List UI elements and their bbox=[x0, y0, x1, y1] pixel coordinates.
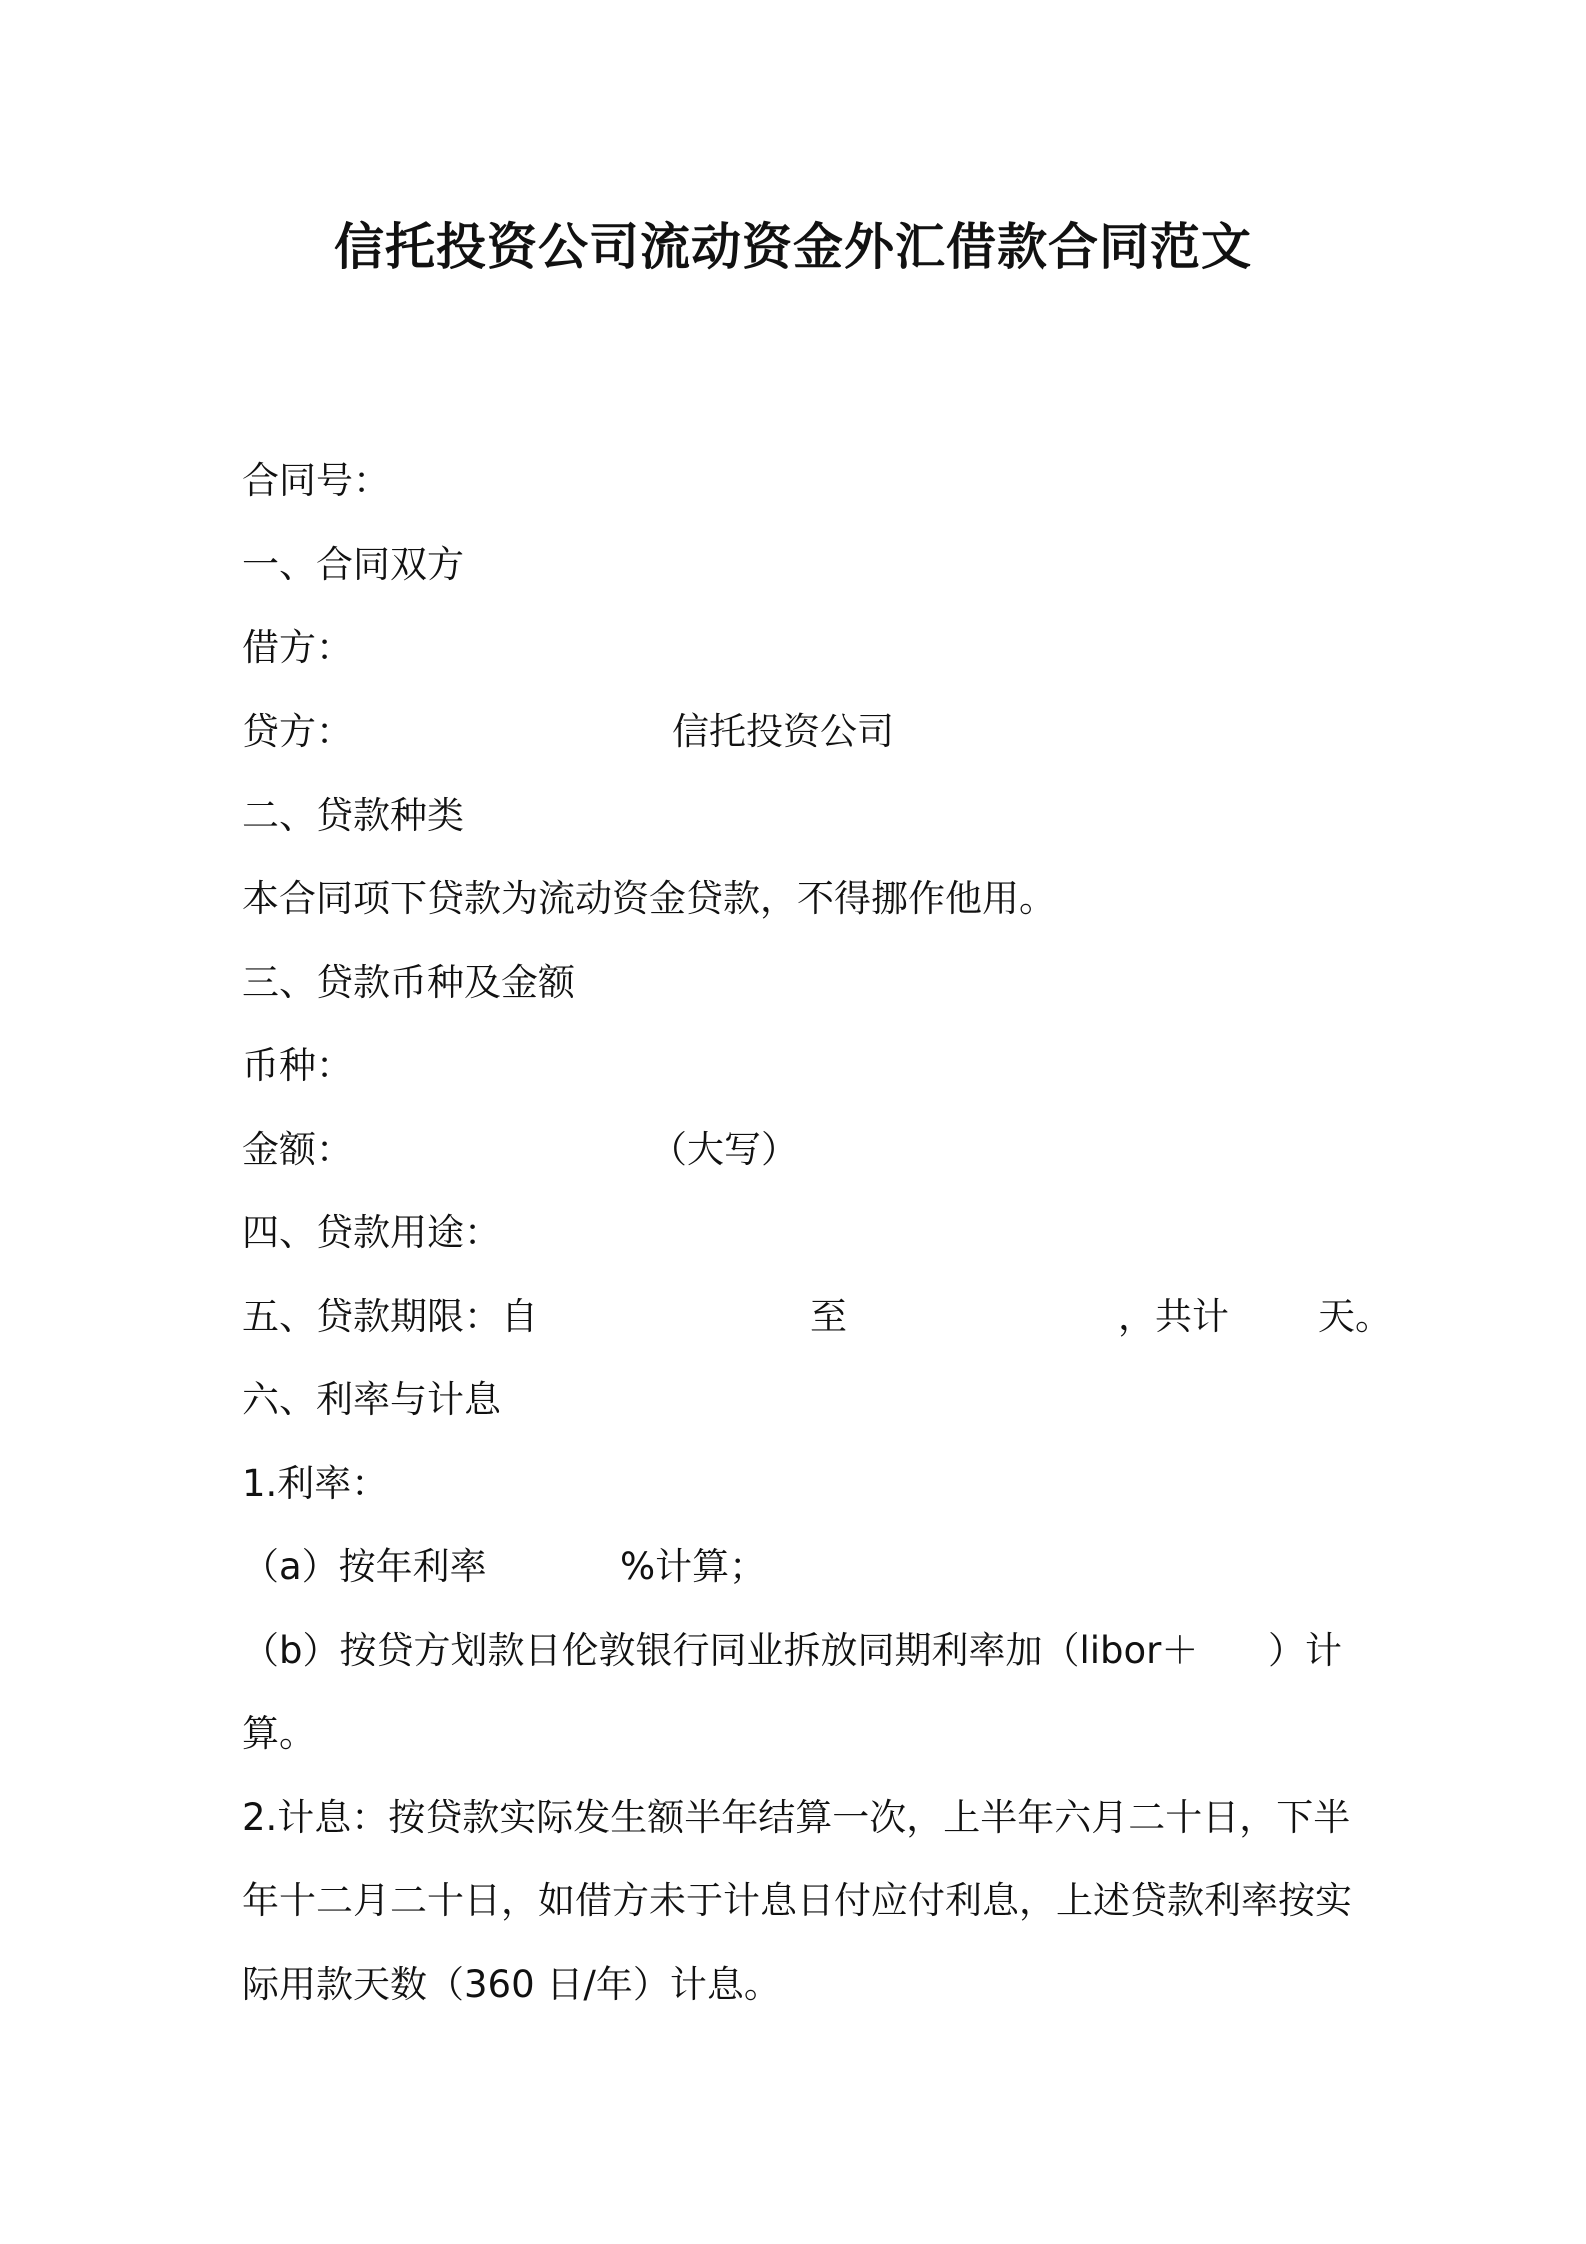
section-5-total: ，共计 bbox=[1118, 1295, 1229, 1338]
rate-option-a-suffix: %计算； bbox=[620, 1545, 767, 1588]
section-1-heading: 一、合同双方 bbox=[242, 543, 464, 586]
rate-label: 1.利率： bbox=[242, 1462, 389, 1505]
rate-option-b: （b）按贷方划款日伦敦银行同业拆放同期利率加（libor＋ bbox=[242, 1629, 1199, 1672]
rate-option-b-continuation: 算。 bbox=[242, 1712, 316, 1755]
section-3-heading: 三、贷款币种及金额 bbox=[242, 961, 575, 1004]
lender-name: 信托投资公司 bbox=[672, 710, 894, 753]
section-2-heading: 二、贷款种类 bbox=[242, 794, 464, 837]
rate-option-b-tail: ）计 bbox=[1268, 1629, 1342, 1672]
section-2-text: 本合同项下贷款为流动资金贷款，不得挪作他用。 bbox=[242, 877, 1056, 920]
currency-label: 币种： bbox=[242, 1044, 353, 1087]
contract-number-label: 合同号： bbox=[242, 459, 390, 502]
lender-label: 贷方： bbox=[242, 710, 353, 753]
document-title: 信托投资公司流动资金外汇借款合同范文 bbox=[334, 218, 1252, 276]
section-5-to: 至 bbox=[810, 1295, 847, 1338]
interest-calc-line-3: 际用款天数（360 日/年）计息。 bbox=[242, 1963, 781, 2006]
borrower-label: 借方： bbox=[242, 626, 353, 669]
rate-option-a: （a）按年利率 bbox=[242, 1545, 487, 1588]
interest-calc-line-1: 2.计息：按贷款实际发生额半年结算一次，上半年六月二十日，下半 bbox=[242, 1796, 1351, 1839]
interest-calc-line-2: 年十二月二十日，如借方未于计息日付应付利息，上述贷款利率按实 bbox=[242, 1879, 1352, 1922]
amount-label: 金额： bbox=[242, 1128, 353, 1171]
section-4-heading: 四、贷款用途： bbox=[242, 1211, 501, 1254]
section-6-heading: 六、利率与计息 bbox=[242, 1378, 501, 1421]
section-5-term-prefix: 五、贷款期限：自 bbox=[242, 1295, 538, 1338]
amount-capital-label: （大写） bbox=[650, 1128, 798, 1171]
section-5-days: 天。 bbox=[1318, 1295, 1392, 1338]
